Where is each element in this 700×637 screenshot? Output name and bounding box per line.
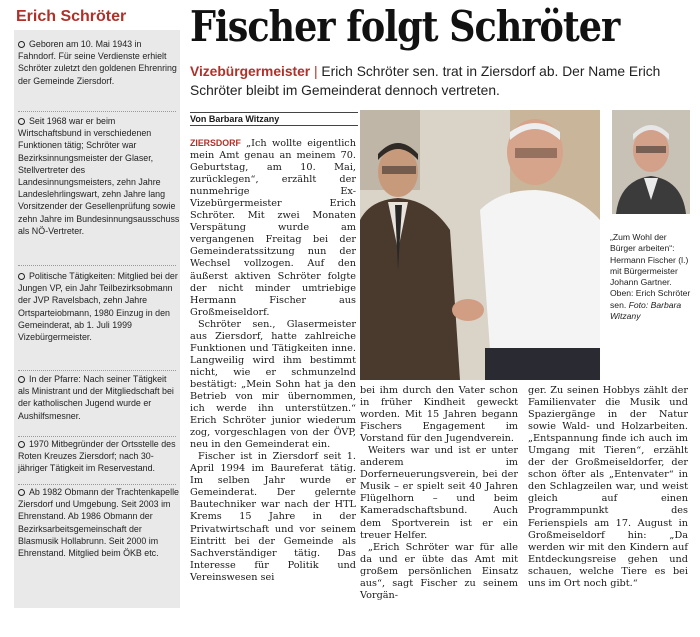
- lead-kicker: Vizebürgermeister: [190, 64, 311, 79]
- article-paragraph: Schröter sen., Glasermeister aus Ziersdorf, hatte zahlreiche Funktionen und Tätigkeiten inne. Langweilig wird ihm bestimmt nicht, wie er schmunzelnd bestätigt: „Mein Sohn hat ja den Betrieb von mir übernommen, ich werde ihn unterstützen.“ Erich Schröter junior wiederum zog, vorgeschlagen von der ÖVP, neu in den Gemeinderat ein.: [190, 318, 356, 451]
- sidebar-title: Erich Schröter: [14, 8, 180, 30]
- article-column-2: [360, 385, 518, 602]
- bullet-icon: [18, 441, 25, 448]
- lead-text: Erich Schröter sen. trat in Ziersdorf ab. Der Name Erich Schröter bleibt im Gemeinderat dennoch vertreten.: [190, 64, 661, 98]
- sidebar-item-birth: Geboren am 10. Mai 1943 in Fahndorf. Für seine Verdienste erhielt Schröter zuletzt den goldenen Ehrenring der Gemeinde Ziersdorf.: [18, 39, 177, 86]
- byline: Von Barbara Witzany: [190, 112, 358, 126]
- bullet-icon: [18, 489, 25, 496]
- bullet-icon: [18, 118, 25, 125]
- divider: [18, 436, 176, 437]
- biography-sidebar: [14, 8, 180, 608]
- article-paragraph: Fischer ist in Ziersdorf seit 1. April 1994 im Baureferat tätig. Im selben Jahr wurde er Gemeinderat. Der gelernte Bautechniker war nach der HTL Krems 15 Jahre in der Privatwirtschaft und vor seinem Eintritt bei der Gemeinde als Sachverständiger tätig. Das Interesse für Politik und Vereinswesen sei: [190, 451, 356, 583]
- dateline: ZIERSDORF: [190, 138, 241, 148]
- divider: [18, 370, 176, 371]
- photo-illustration: [360, 110, 600, 380]
- sidebar-item-politics: Politische Tätigkeiten: Mitglied bei der Jungen VP, ein Jahr Teilbezirksobmann der JVP Ravelsbach, zehn Jahre Ortsparteiobmann, 1980 Einzug in den Gemeinderat, ab 1. Juli 1999 Vizebürgermeister.: [18, 271, 178, 343]
- divider: [18, 111, 176, 112]
- photo-caption: [610, 232, 692, 322]
- bullet-icon: [18, 376, 25, 383]
- sidebar-item-red-cross: 1970 Mitbegründer der Ortsstelle des Roten Kreuzes Ziersdorf; nach 30-jähriger Tätigkeit im Reservestand.: [18, 439, 176, 474]
- caption-credit: Foto: Barbara Witzany: [610, 299, 682, 322]
- article-paragraph: bei ihm durch den Vater schon in früher Kindheit geweckt worden. Mit 15 Jahren begann Fischers Engagement im Vorstand für den Jugendverein.: [360, 385, 518, 445]
- sidebar-item-pfarre: In der Pfarre: Nach seiner Tätigkeit als Ministrant und der Mitgliedschaft bei der katholischen Jugend wurde er Aushilfsmesner.: [18, 374, 174, 421]
- divider: [18, 484, 176, 485]
- photo-erich-schroeter: [612, 110, 690, 214]
- article-paragraph: Weiters war und ist er unter anderem im Dorferneuerungsverein, bei der Musik – er spielt seit 40 Jahren Flügelhorn – und beim Kameradschaftsbund. Auch dem Sportverein ist er ein treuer Helfer.: [360, 445, 518, 541]
- bullet-icon: [18, 41, 25, 48]
- article-paragraph: „Erich Schröter war für alle da und er übte das Amt mit großem persönlichen Einsatz aus“, sagt Fischer zu seinem Vorgän-: [360, 541, 518, 601]
- sidebar-item-wirtschaftsbund: Seit 1968 war er beim Wirtschaftsbund in verschiedenen Funktionen tätig; Schröter war Bezirksinnungsmeister der Glaser, Stellvertreter des Landesinnungsmeisters, zehn Jahre Landeslehrlingswart, zehn Jahre lang Vorsitzender der Gesellenprüfung sowie zehn Jahre im Bundesinnungsausschuss als NÖ-Vertreter.: [18, 116, 180, 236]
- article-column-3: [528, 385, 688, 590]
- headline: Fischer folgt Schröter: [190, 2, 620, 52]
- lead-paragraph: [190, 62, 690, 100]
- photo-fischer-gartner: [360, 110, 600, 380]
- article-paragraph: ger. Zu seinen Hobbys zählt der Familienvater die Musik und Spaziergänge in der Natur sowie Wald- und Holzarbeiten. „Entspannung finde ich auch im Umgang mit Tieren“, erzählt der der Großmeiseldorfer, der schon öfter als „Entenvater“ in den Schlagzeilen war, und weist gleich auf einen Programmpunkt des Ferienspiels am 17. August in Großmeiseldorf hin: „Da werden wir mit den Kindern auf Entdeckungsreise gehen und schauen, welche Tiere es bei uns im Ort noch gibt.“: [528, 385, 688, 589]
- lead-separator: |: [313, 64, 318, 79]
- divider: [18, 265, 176, 266]
- article-column-1: [190, 137, 356, 584]
- caption-text: „Zum Wohl der Bürger arbeiten“: Hermann Fischer (l.) mit Bürgermeister Johann Gartner. Oben: Erich Schröter sen.: [610, 232, 691, 310]
- article-paragraph: ZIERSDORF „Ich wollte eigentlich mein Amt genau an meinem 70. Geburtstag, am 10. Mai, zurücklegen“, erzählt der nunmehrige Ex-Vizebürgermeister Erich Schröter. Mit zwei Monaten Verspätung wurde am vergangenen Freitag bei der Gemeinderatssitzung nun der Wechsel vollzogen. Auf den äußerst aktiven Schröter folgte der nicht minder umtriebige Hermann Fischer aus Großmeiseldorf.: [190, 138, 356, 318]
- portrait-illustration: [612, 110, 690, 214]
- sidebar-item-music: Ab 1982 Obmann der Trachtenkapelle Ziersdorf und Umgebung. Seit 2003 im Ehrenstand. Ab 1986 Obmann der Bezirksarbeitsgemeinschaft der Blasmusik Hollabrunn. Seit 2000 im Ehrenstand. Mitglied beim ÖKB etc.: [18, 487, 179, 559]
- bullet-icon: [18, 273, 25, 280]
